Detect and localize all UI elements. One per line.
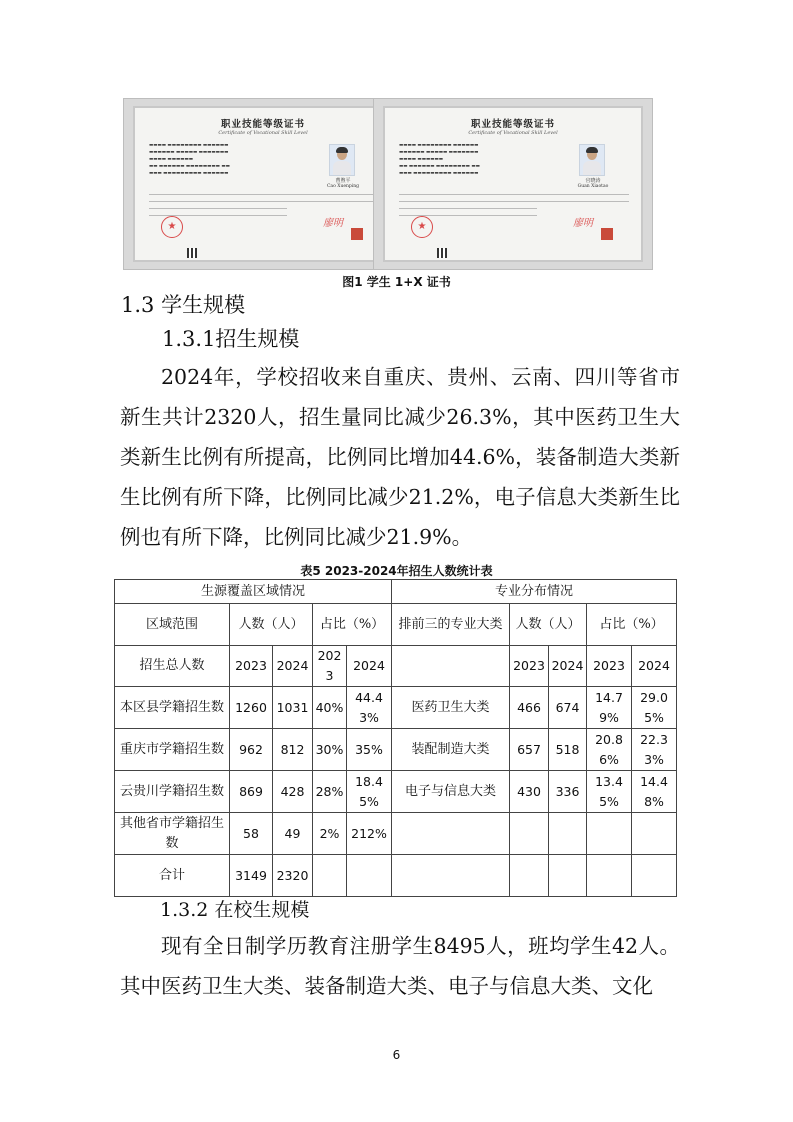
table-cell <box>392 855 510 897</box>
current-students-paragraph: 现有全日制学历教育注册学生8495人，班均学生42人。其中医药卫生大类、装备制造大类、电子与信息大类、文化 <box>120 934 680 998</box>
count-2024-cell: 428 <box>273 771 313 813</box>
year-2023: 2023 <box>313 646 347 687</box>
major-cell: 装配制造大类 <box>392 729 510 771</box>
table-row <box>115 729 677 771</box>
year-2024: 2024 <box>549 646 587 687</box>
certificate-image-2 <box>373 98 653 270</box>
student-photo <box>579 144 605 176</box>
star-seal-icon: ★ <box>161 216 183 238</box>
cert-subtitle: Certificate of Vocational Skill Level <box>218 130 308 136</box>
signature: 廖明 <box>323 218 343 229</box>
year-2023: 2023 <box>230 646 273 687</box>
major-count-2024-cell: 674 <box>549 687 587 729</box>
major-count-2023-cell: 466 <box>510 687 549 729</box>
count-2023-cell: 1260 <box>230 687 273 729</box>
major-count-2024-cell <box>549 813 587 855</box>
group-left-header: 生源覆盖区域情况 <box>115 580 392 604</box>
cert-subtitle: Certificate of Vocational Skill Level <box>468 130 558 136</box>
cert-text-lines <box>149 194 379 222</box>
table-cell <box>392 646 510 687</box>
table-row <box>115 771 677 813</box>
region-cell: 本区县学籍招生数 <box>115 687 230 729</box>
qr-code-icon <box>437 248 447 258</box>
subsection-heading-current-students: 1.3.2 在校生规模 <box>160 899 310 921</box>
cert-title: 职业技能等级证书 <box>470 119 555 130</box>
table-row <box>115 687 677 729</box>
page-number: 6 <box>392 1048 401 1062</box>
table-cell <box>549 855 587 897</box>
region-cell: 云贵川学籍招生数 <box>115 771 230 813</box>
ratio-2023-cell: 28% <box>313 771 347 813</box>
ratio-2024-cell: 18.45% <box>347 771 392 813</box>
count-2024-cell: 1031 <box>273 687 313 729</box>
major-count-2024-cell: 336 <box>549 771 587 813</box>
col-region-header: 区域范围 <box>115 604 230 646</box>
col-top3-header: 排前三的专业大类 <box>392 604 510 646</box>
major-ratio-2023-cell: 20.86% <box>587 729 632 771</box>
table-cell <box>587 855 632 897</box>
cert-title: 职业技能等级证书 <box>220 119 305 130</box>
major-ratio-2024-cell: 14.48% <box>632 771 677 813</box>
major-cell: 电子与信息大类 <box>392 771 510 813</box>
cert-text-lines <box>399 194 629 222</box>
red-stamp-icon <box>351 228 363 240</box>
ratio-2023-cell: 2% <box>313 813 347 855</box>
total-label: 招生总人数 <box>115 646 230 687</box>
count-2023-cell: 58 <box>230 813 273 855</box>
enrollment-paragraph: 2024年，学校招收来自重庆、贵州、云南、四川等省市新生共计2320人，招生量同比减少26.3%，其中医药卫生大类新生比例有所提高，比例同比增加44.6%，装备制造大类新生比例有所下降，比例同比减少21.2%，电子信息大类新生比例也有所下降，比例同比减少21.9%。 <box>120 365 680 549</box>
ratio-2024-cell: 35% <box>347 729 392 771</box>
col-ratio-header: 占比（%） <box>313 604 392 646</box>
year-2024: 2024 <box>273 646 313 687</box>
cert-body-text: ▬▬▬▬ ▬▬▬▬▬▬▬▬ ▬▬▬▬▬▬ ▬▬▬▬▬▬ ▬▬▬▬▬ ▬▬▬▬▬▬▬ ▬▬▬▬ ▬▬▬▬▬▬ ▬▬ ▬▬▬▬▬▬ ▬▬▬▬▬▬▬▬ ▬▬ ▬▬▬ ▬▬▬▬▬▬▬▬▬ ▬▬▬▬▬▬ <box>149 143 230 176</box>
year-2023: 2023 <box>510 646 549 687</box>
table-cell <box>347 855 392 897</box>
col-count-header: 人数（人） <box>230 604 313 646</box>
count-2024-cell: 49 <box>273 813 313 855</box>
ratio-2023-cell: 30% <box>313 729 347 771</box>
star-seal-icon: ★ <box>411 216 433 238</box>
region-cell: 重庆市学籍招生数 <box>115 729 230 771</box>
major-ratio-2023-cell: 13.45% <box>587 771 632 813</box>
total-2024-cell: 2320 <box>273 855 313 897</box>
table-total-row <box>115 855 677 897</box>
table-caption: 表5 2023-2024年招生人数统计表 <box>300 564 493 578</box>
major-count-2023-cell <box>510 813 549 855</box>
red-stamp-icon <box>601 228 613 240</box>
table-cell <box>510 855 549 897</box>
subsection-heading-enrollment: 1.3.1招生规模 <box>162 327 300 351</box>
major-count-2024-cell: 518 <box>549 729 587 771</box>
major-ratio-2023-cell <box>587 813 632 855</box>
major-cell <box>392 813 510 855</box>
signature: 廖明 <box>573 218 593 229</box>
table-cell <box>632 855 677 897</box>
table-year-row <box>115 646 677 687</box>
cert-name-en: Guan Xiaotao <box>577 184 609 189</box>
total-2023-cell: 3149 <box>230 855 273 897</box>
group-right-header: 专业分布情况 <box>392 580 677 604</box>
enrollment-table <box>114 579 677 897</box>
table-header-row <box>115 604 677 646</box>
cert-name-cn: 官晓涛 <box>585 178 601 184</box>
cert-body-text: ▬▬▬▬ ▬▬▬▬▬▬▬▬ ▬▬▬▬▬▬ ▬▬▬▬▬▬ ▬▬▬▬▬ ▬▬▬▬▬▬▬ ▬▬▬▬ ▬▬▬▬▬▬ ▬▬ ▬▬▬▬▬▬ ▬▬▬▬▬▬▬▬ ▬▬ ▬▬▬ ▬▬▬▬▬▬▬▬▬ ▬▬▬▬▬▬ <box>399 143 480 176</box>
region-cell: 其他省市学籍招生数 <box>115 813 230 855</box>
major-cell: 医药卫生大类 <box>392 687 510 729</box>
year-2024: 2024 <box>632 646 677 687</box>
count-2023-cell: 869 <box>230 771 273 813</box>
major-count-2023-cell: 657 <box>510 729 549 771</box>
ratio-2024-cell: 212% <box>347 813 392 855</box>
year-2023: 2023 <box>587 646 632 687</box>
table-cell <box>313 855 347 897</box>
ratio-2023-cell: 40% <box>313 687 347 729</box>
table-header-row <box>115 580 677 604</box>
certificate-image-1 <box>123 98 403 270</box>
year-2024: 2024 <box>347 646 392 687</box>
major-count-2023-cell: 430 <box>510 771 549 813</box>
section-heading: 1.3 学生规模 <box>121 293 246 317</box>
col-count-right-header: 人数（人） <box>510 604 587 646</box>
figure-caption: 图1 学生 1+X 证书 <box>342 275 451 289</box>
count-2023-cell: 962 <box>230 729 273 771</box>
qr-code-icon <box>187 248 197 258</box>
major-ratio-2024-cell: 29.05% <box>632 687 677 729</box>
total-row-label: 合计 <box>115 855 230 897</box>
student-photo <box>329 144 355 176</box>
count-2024-cell: 812 <box>273 729 313 771</box>
major-ratio-2024-cell <box>632 813 677 855</box>
col-ratio-right-header: 占比（%） <box>587 604 677 646</box>
cert-name-cn: 曹煦平 <box>335 178 351 184</box>
cert-name-en: Cao Xuenping <box>326 184 360 189</box>
major-ratio-2023-cell: 14.79% <box>587 687 632 729</box>
major-ratio-2024-cell: 22.33% <box>632 729 677 771</box>
table-row <box>115 813 677 855</box>
ratio-2024-cell: 44.43% <box>347 687 392 729</box>
